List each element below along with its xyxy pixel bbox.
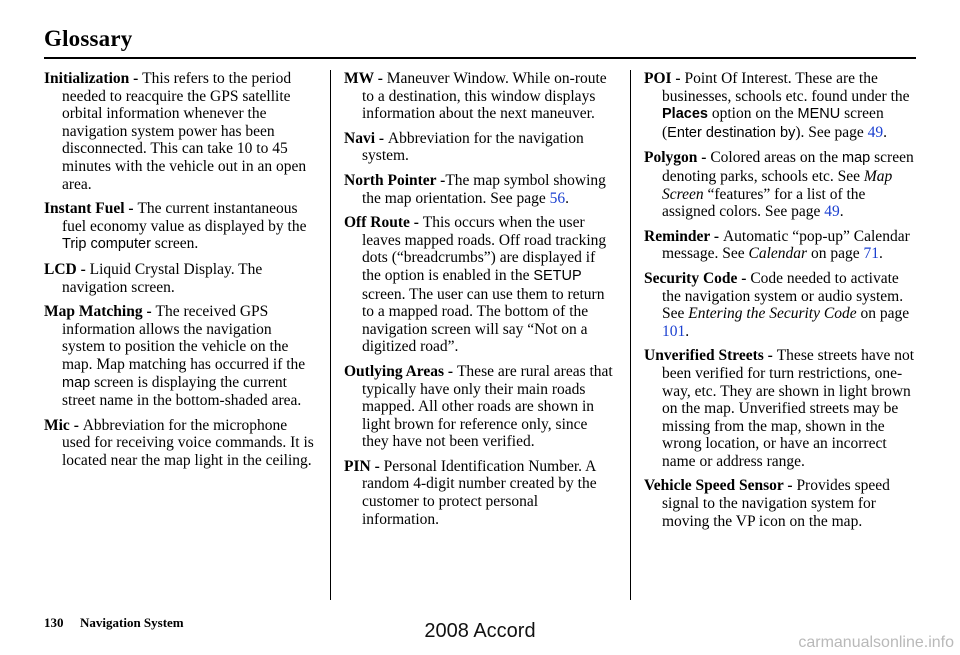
- watermark: carmanualsonline.info: [798, 634, 954, 651]
- definition: screen denoting parks, schools etc. See: [662, 149, 914, 185]
- entry-unverified-streets: [644, 347, 916, 470]
- definition: Liquid Crystal Display. The navigation screen.: [62, 260, 263, 296]
- entry-initialization: [44, 70, 316, 193]
- term: North Pointer -: [344, 171, 446, 189]
- glossary-column-2: [344, 70, 616, 535]
- entry-poi: [644, 70, 916, 142]
- entry-vehicle-speed-sensor: [644, 477, 916, 530]
- reference-title: Calendar: [748, 245, 808, 263]
- definition: Maneuver Window. While on-route to a destination, this window displays information about the next maneuver.: [362, 70, 607, 123]
- page-link[interactable]: 101: [662, 322, 686, 340]
- page-number: 130: [44, 615, 64, 630]
- term: Mic -: [44, 416, 83, 434]
- term: Security Code -: [644, 269, 751, 287]
- entry-instant-fuel: [44, 200, 316, 254]
- definition: .: [883, 123, 888, 141]
- definition: These streets have not been verified for turn restrictions, one-way, etc. They are shown in light brown on the map. Unverified streets may be missing from the map, shown in the wrong location, or have an incorrect name or address range.: [662, 347, 915, 470]
- definition: Personal Identification Number. A random 4-digit number created by the customer to protect personal information.: [362, 457, 597, 528]
- definition: Abbreviation for the navigation system.: [362, 129, 584, 165]
- section-label: Navigation System: [80, 615, 184, 630]
- reference-title: Map Screen: [662, 167, 893, 203]
- term: Off Route -: [344, 214, 423, 232]
- column-divider: [630, 70, 631, 600]
- entry-north-pointer: [344, 172, 616, 207]
- definition: This refers to the period needed to reacquire the GPS satellite orbital information whenever the navigation system power has been disconnected. This can take 10 to 45 minutes with the vehicle out in an open area.: [62, 70, 307, 193]
- definition: The current instantaneous fuel economy value as displayed by the: [62, 200, 307, 235]
- page-link[interactable]: 56: [549, 189, 566, 207]
- ui-label: Trip computer: [62, 236, 151, 253]
- definition: ). See page: [795, 123, 868, 141]
- ui-label: map: [62, 374, 91, 391]
- entry-map-matching: [44, 303, 316, 410]
- definition: screen is displaying the current street name in the bottom-shaded area.: [62, 373, 302, 410]
- term: Initialization -: [44, 70, 143, 87]
- entry-pin: [344, 458, 616, 528]
- ui-label: Places: [662, 106, 708, 123]
- page-title: Glossary: [44, 26, 133, 51]
- term: POI -: [644, 70, 685, 87]
- term: Map Matching -: [44, 303, 156, 321]
- definition: .: [878, 245, 883, 263]
- title-rule: [44, 57, 916, 59]
- ui-label: map: [842, 150, 871, 167]
- entry-lcd: [44, 261, 316, 296]
- definition: on page: [856, 305, 910, 323]
- ui-label: MENU: [797, 106, 841, 123]
- definition: .: [565, 189, 570, 207]
- term: LCD -: [44, 260, 90, 278]
- definition: screen (: [662, 105, 884, 141]
- definition: Abbreviation for the microphone used for receiving voice commands. It is located near the map light in the ceiling.: [62, 416, 314, 469]
- definition: Automatic “pop-up” Calendar message. See: [662, 227, 910, 263]
- definition: Point Of Interest. These are the businesses, schools etc. found under the: [662, 70, 910, 105]
- entry-mw: [344, 70, 616, 123]
- term: PIN -: [344, 457, 384, 475]
- reference-title: Entering the Security Code: [688, 305, 857, 323]
- term: Outlying Areas -: [344, 362, 457, 380]
- column-divider: [330, 70, 331, 600]
- entry-reminder: [644, 228, 916, 263]
- definition: option on the: [707, 105, 798, 123]
- definition: screen.: [150, 235, 199, 253]
- definition: screen. The user can use them to return to a mapped road. The bottom of the navigation screen will say “Not on a digitized road”.: [362, 285, 605, 356]
- definition: The map symbol showing the map orientation. See page: [362, 171, 606, 207]
- definition: Colored areas on the: [710, 149, 843, 167]
- glossary-column-3: [644, 70, 916, 537]
- term: Vehicle Speed Sensor -: [644, 477, 797, 495]
- page-link[interactable]: 49: [867, 123, 884, 141]
- term: Unverified Streets -: [644, 347, 777, 365]
- definition: .: [685, 322, 690, 340]
- glossary-column-1: [44, 70, 316, 476]
- entry-polygon: [644, 149, 916, 220]
- entry-outlying-areas: [344, 363, 616, 451]
- term: Instant Fuel -: [44, 200, 138, 218]
- entry-off-route: [344, 214, 616, 356]
- term: Navi -: [344, 129, 388, 147]
- entry-security-code: [644, 270, 916, 340]
- term: Reminder -: [644, 227, 723, 245]
- definition: .: [839, 203, 844, 221]
- definition: Code needed to activate the navigation system or audio system. See: [662, 269, 904, 323]
- definition: The received GPS information allows the navigation system to position the vehicle on the map. Map matching has occurred if the: [62, 303, 306, 373]
- term: Polygon -: [644, 149, 711, 167]
- page-link[interactable]: 71: [863, 245, 879, 263]
- definition: on page: [807, 245, 864, 263]
- entry-mic: [44, 417, 316, 470]
- definition: “features” for a list of the assigned colors. See page: [662, 185, 866, 221]
- ui-label: SETUP: [533, 267, 582, 284]
- page-link[interactable]: 49: [824, 203, 840, 221]
- ui-label: Enter destination by: [667, 124, 796, 141]
- term: MW -: [344, 70, 387, 87]
- definition: This occurs when the user leaves mapped roads. Off road tracking dots (“breadcrumbs”) are displayed if the option is enabled in the: [362, 214, 607, 284]
- definition: Provides speed signal to the navigation system for moving the VP icon on the map.: [662, 477, 890, 530]
- definition: These are rural areas that typically have only their main roads mapped. All other roads are shown in light brown for reference only, since they have not been verified.: [362, 362, 613, 451]
- model-label: 2008 Accord: [424, 620, 536, 642]
- entry-navi: [344, 130, 616, 165]
